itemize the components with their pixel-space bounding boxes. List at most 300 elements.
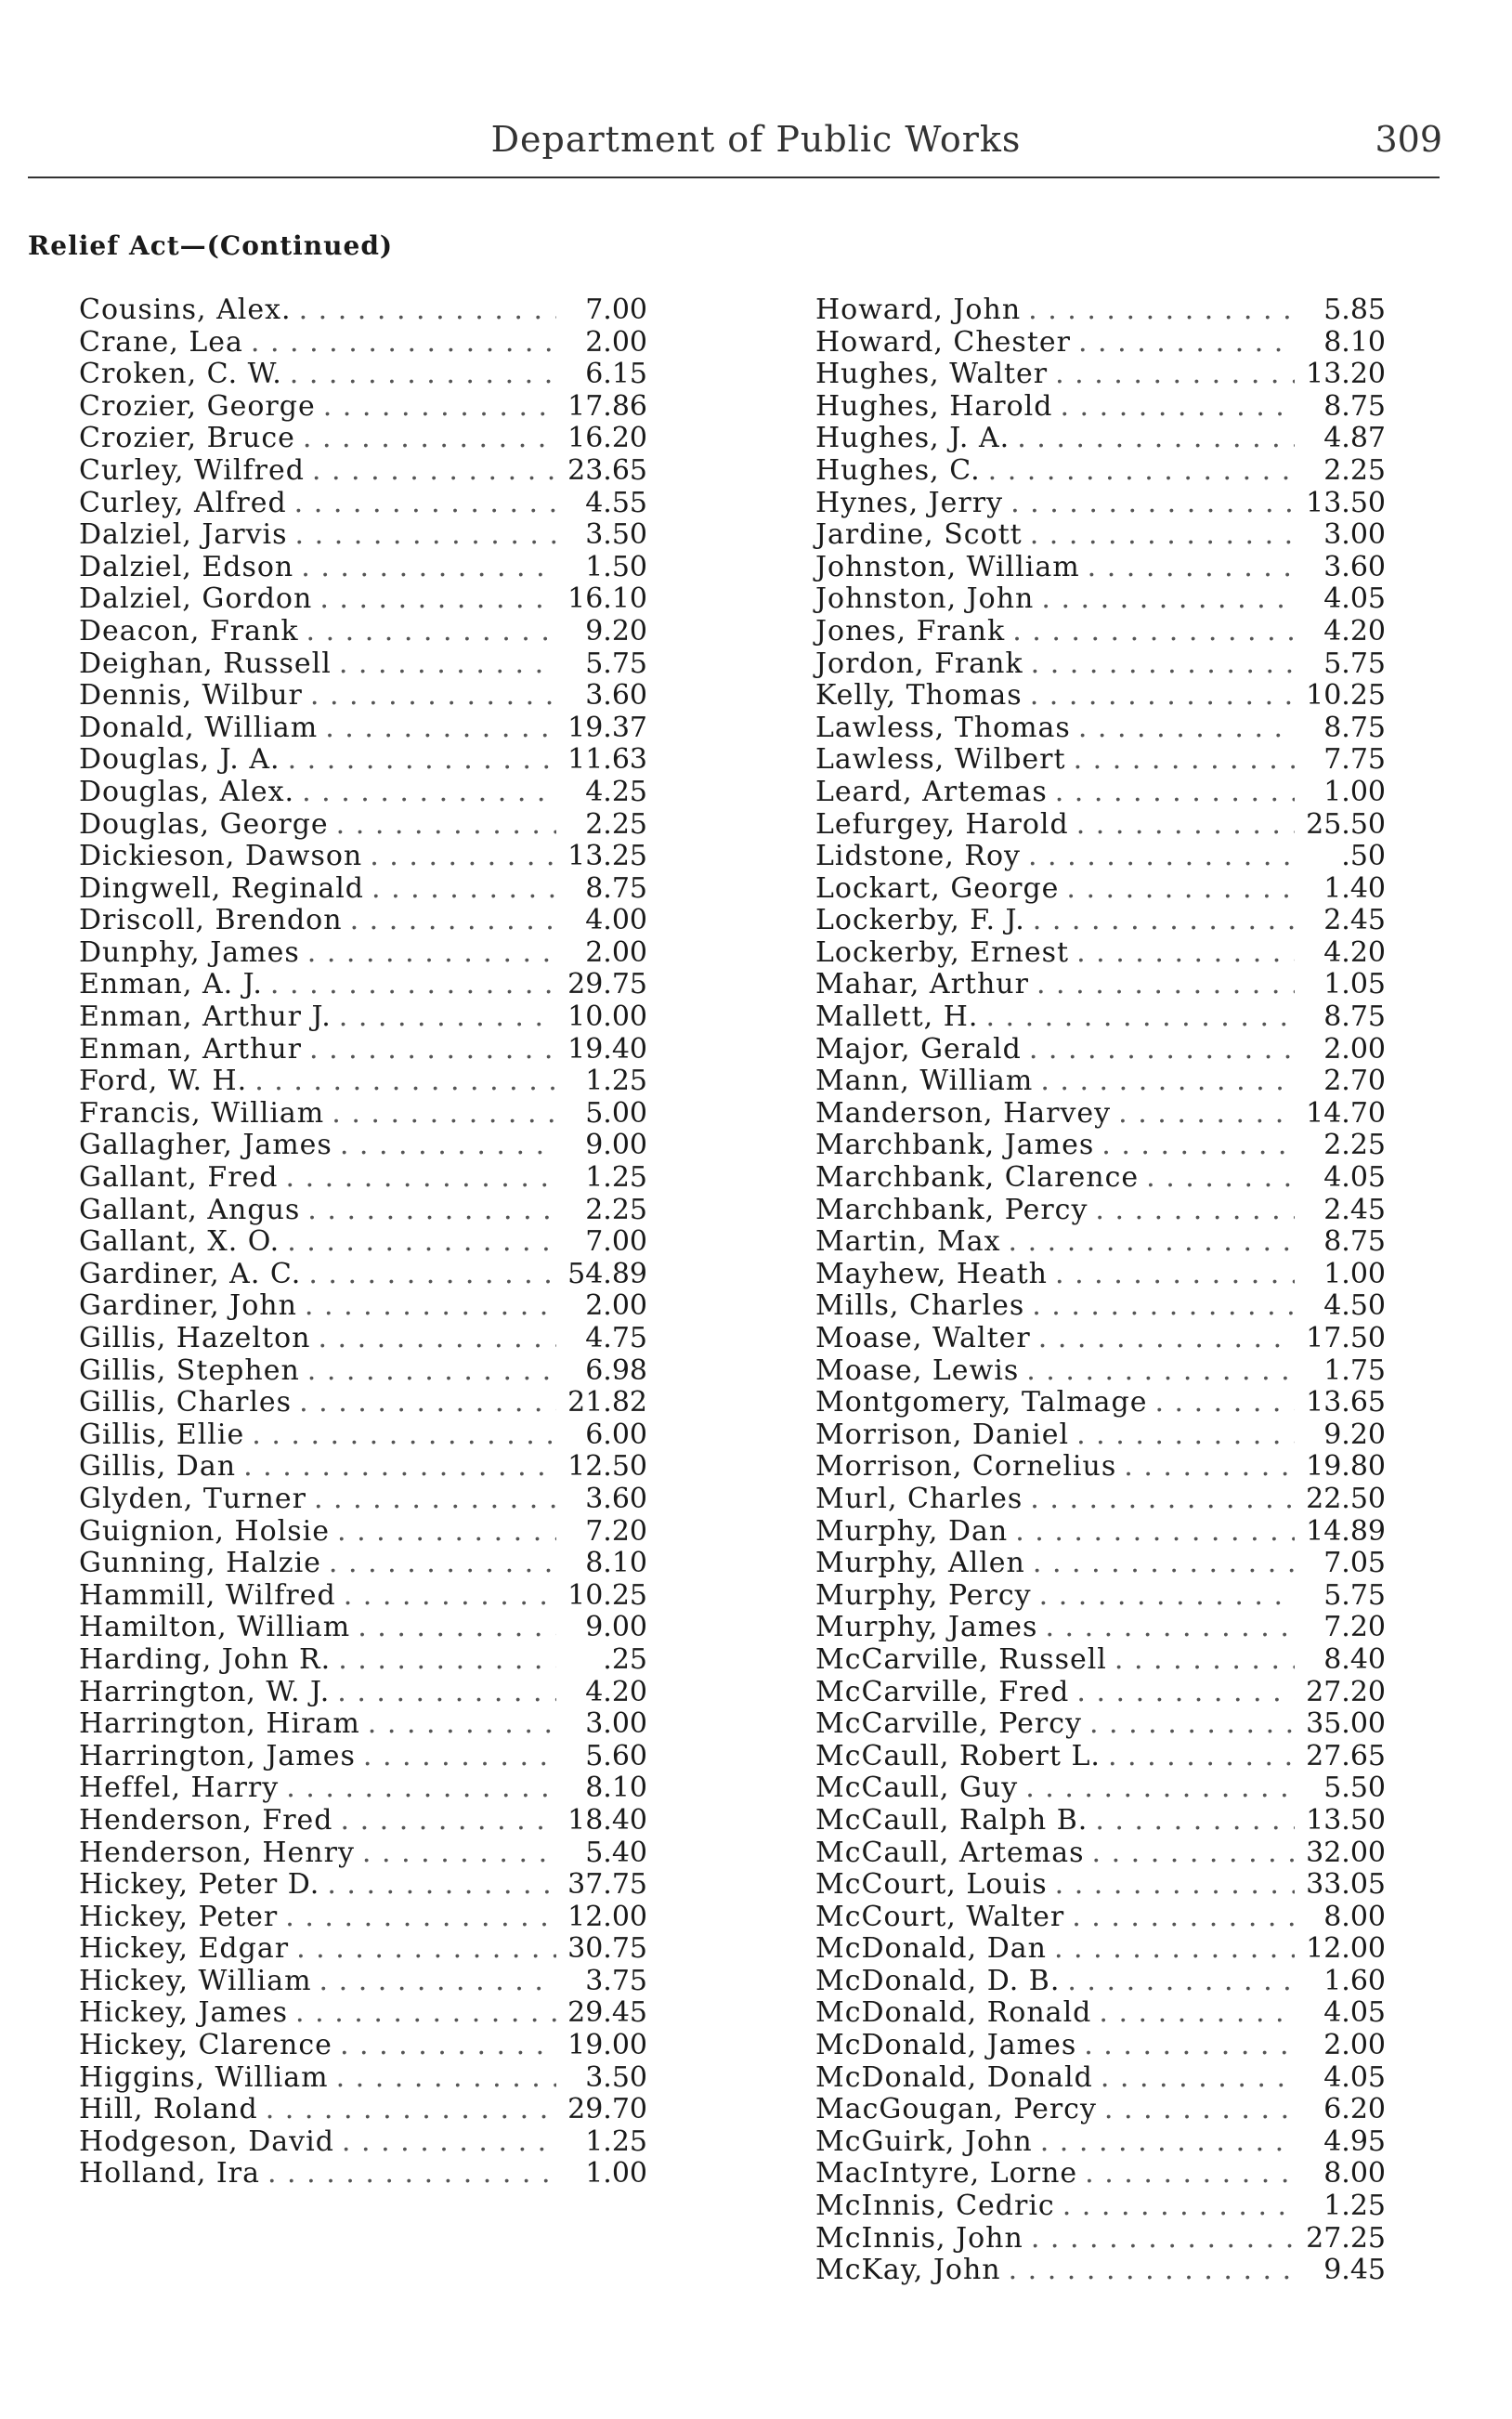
list-item [815, 1066, 1386, 1098]
entry-name: Hickey, William [79, 1964, 312, 1997]
list-item [79, 1612, 647, 1644]
entry-name: Morrison, Cornelius [815, 1450, 1117, 1484]
dot-leader [1146, 1162, 1295, 1195]
list-item [815, 1902, 1386, 1934]
list-item [815, 1034, 1386, 1066]
entry-amount: 27.20 [1306, 1675, 1386, 1708]
entry-amount: 2.25 [585, 1193, 647, 1226]
entry-amount: 9.00 [585, 1611, 647, 1644]
entry-name: Curley, Wilfred [79, 453, 305, 487]
list-item [79, 1708, 647, 1741]
dot-leader [1124, 1451, 1295, 1484]
list-item [815, 1162, 1386, 1195]
entry-amount: 2.45 [1323, 1193, 1386, 1226]
list-item [815, 1997, 1386, 2030]
entry-name: Hodgeson, David [79, 2125, 334, 2158]
dot-leader [1040, 2126, 1295, 2159]
entry-amount: 3.75 [585, 1964, 647, 1997]
dot-leader [251, 327, 556, 360]
entry-name: Deighan, Russell [79, 647, 332, 680]
entry-name: Major, Gerald [815, 1032, 1022, 1066]
list-item [79, 1902, 647, 1934]
list-item [79, 1130, 647, 1162]
entry-amount: 6.15 [585, 358, 647, 391]
list-item [815, 391, 1386, 424]
list-item [79, 1451, 647, 1484]
list-item [79, 488, 647, 520]
entry-amount: 4.20 [585, 1675, 647, 1708]
dot-leader [305, 1290, 556, 1323]
list-item [79, 809, 647, 842]
dot-leader [368, 1708, 556, 1741]
dot-leader [1031, 648, 1295, 681]
dot-leader [1076, 1419, 1295, 1452]
list-item [79, 2030, 647, 2062]
entry-name: MacGougan, Percy [815, 2093, 1097, 2126]
dot-leader [1028, 841, 1295, 873]
dot-leader [1026, 1355, 1295, 1388]
dot-leader [325, 713, 556, 745]
dot-leader [341, 1805, 556, 1837]
dot-leader [1101, 2062, 1295, 2095]
dot-leader [1104, 2094, 1295, 2126]
dot-leader [294, 488, 556, 520]
list-item [79, 294, 647, 327]
entry-amount: 11.63 [567, 743, 647, 777]
dot-leader [308, 1259, 556, 1291]
dot-leader [1074, 744, 1295, 777]
entry-amount: 12.00 [567, 1900, 647, 1933]
entry-amount: 8.75 [1323, 389, 1386, 423]
entry-amount: 33.05 [1306, 1868, 1386, 1902]
entry-name: McDonald, James [815, 2029, 1077, 2062]
list-item [79, 391, 647, 424]
entry-name: McCourt, Walter [815, 1900, 1065, 1933]
list-item [815, 1966, 1386, 1998]
list-item [79, 1259, 647, 1291]
entry-amount: 4.05 [1323, 1996, 1386, 2030]
entry-name: McDonald, Donald [815, 2060, 1093, 2094]
entry-amount: 2.70 [1323, 1065, 1386, 1098]
list-item [79, 1805, 647, 1837]
dot-leader [336, 809, 556, 842]
dot-leader [1101, 1130, 1295, 1162]
entry-name: Crane, Lea [79, 325, 243, 359]
entry-name: Gardiner, John [79, 1289, 297, 1323]
dot-leader [1055, 1869, 1295, 1902]
list-item [815, 2223, 1386, 2256]
dot-leader [371, 873, 556, 906]
dot-leader [1114, 1644, 1295, 1677]
entry-amount: 14.70 [1306, 1096, 1386, 1130]
list-item [79, 937, 647, 970]
list-item [79, 873, 647, 906]
entry-amount: 13.50 [1306, 1803, 1386, 1837]
dot-leader [1041, 583, 1295, 616]
entry-amount: 13.65 [1306, 1386, 1386, 1419]
entry-name: Jardine, Scott [815, 518, 1023, 552]
entry-amount: 17.50 [1306, 1322, 1386, 1354]
list-item [815, 1290, 1386, 1323]
list-item [79, 1966, 647, 1998]
entry-amount: 29.70 [567, 2093, 647, 2126]
dot-leader [288, 744, 556, 777]
entry-name: Lockart, George [815, 871, 1060, 905]
entry-name: Gardiner, A. C. [79, 1257, 302, 1290]
list-item [815, 1195, 1386, 1227]
dot-leader [1033, 905, 1295, 937]
dot-leader [1009, 1226, 1295, 1259]
list-item [79, 359, 647, 391]
dot-leader [1031, 2223, 1295, 2256]
list-item [815, 455, 1386, 488]
entry-amount: 54.89 [567, 1257, 647, 1290]
dot-leader [1038, 1323, 1295, 1355]
entry-name: Hughes, Harold [815, 389, 1053, 423]
entry-amount: 4.75 [585, 1322, 647, 1354]
dot-leader [285, 1902, 556, 1934]
list-item [79, 744, 647, 777]
dot-leader [307, 1355, 556, 1388]
list-item [815, 1516, 1386, 1549]
entry-amount: 8.10 [585, 1772, 647, 1805]
dot-leader [309, 1034, 556, 1066]
entry-amount: 21.82 [567, 1386, 647, 1419]
list-item [79, 2126, 647, 2159]
entry-amount: 5.75 [1323, 647, 1386, 680]
entry-name: Hickey, Edgar [79, 1932, 290, 1966]
entry-amount: 3.60 [1323, 550, 1386, 583]
dot-leader [266, 2094, 556, 2126]
entry-amount: 16.10 [567, 582, 647, 616]
dot-leader [1015, 1516, 1295, 1549]
entry-name: McDonald, Ronald [815, 1996, 1092, 2030]
entry-amount: 7.20 [1323, 1611, 1386, 1644]
dot-leader [1030, 519, 1295, 552]
entry-name: Higgins, William [79, 2060, 329, 2094]
entry-name: Morrison, Daniel [815, 1418, 1070, 1451]
entry-name: Marchbank, Percy [815, 1193, 1088, 1226]
entry-name: Hickey, Peter D. [79, 1868, 320, 1902]
dot-leader [1025, 1772, 1295, 1805]
entry-name: Mallett, H. [815, 1000, 979, 1034]
entry-amount: 7.00 [585, 1225, 647, 1259]
entry-amount: 7.75 [1323, 743, 1386, 777]
entry-name: McCarville, Percy [815, 1707, 1082, 1741]
dot-leader [270, 969, 556, 1001]
list-item [815, 680, 1386, 713]
dot-leader [1028, 294, 1295, 327]
entry-name: Martin, Max [815, 1225, 1001, 1259]
entry-name: McCarville, Russell [815, 1642, 1107, 1676]
entry-name: Harrington, Hiram [79, 1707, 360, 1741]
entry-name: Crozier, Bruce [79, 422, 295, 455]
dot-leader [1032, 1290, 1295, 1323]
list-item [79, 1290, 647, 1323]
entry-name: Gallant, Angus [79, 1193, 301, 1226]
list-item [815, 1259, 1386, 1291]
list-item [79, 616, 647, 648]
list-item [79, 648, 647, 681]
entry-amount: .25 [603, 1642, 647, 1676]
entry-amount: 5.50 [1323, 1772, 1386, 1805]
list-item [815, 488, 1386, 520]
entry-name: Jordon, Frank [815, 647, 1023, 680]
list-item [815, 841, 1386, 873]
entry-name: McCaull, Artemas [815, 1836, 1085, 1869]
list-item [815, 1580, 1386, 1613]
dot-leader [340, 1130, 556, 1162]
list-item [815, 1355, 1386, 1388]
entry-amount: 10.25 [1306, 679, 1386, 713]
entry-name: Gallant, X. O. [79, 1225, 280, 1259]
entry-name: Montgomery, Talmage [815, 1386, 1148, 1419]
entry-amount: 1.40 [1323, 871, 1386, 905]
list-item [815, 1933, 1386, 1966]
dot-leader [1092, 1837, 1296, 1870]
entry-name: Dennis, Wilbur [79, 679, 303, 713]
entry-name: Douglas, Alex. [79, 775, 295, 808]
entry-name: Croken, C. W. [79, 358, 282, 391]
entry-amount: 1.25 [585, 1065, 647, 1098]
dot-leader [252, 1419, 556, 1452]
entry-amount: 1.75 [1323, 1353, 1386, 1387]
dot-leader [1045, 1612, 1295, 1644]
entry-name: Enman, A. J. [79, 968, 263, 1001]
entry-name: Hammill, Wilfred [79, 1578, 336, 1612]
dot-leader [1072, 1902, 1295, 1934]
list-item [79, 1484, 647, 1516]
entry-name: Ford, W. H. [79, 1065, 248, 1098]
dot-leader [336, 2062, 556, 2095]
dot-leader [1095, 1195, 1295, 1227]
entry-amount: 19.80 [1306, 1450, 1386, 1484]
dot-leader [1118, 1098, 1295, 1131]
entry-amount: 7.00 [585, 294, 647, 326]
entry-amount: 1.60 [1323, 1964, 1386, 1997]
dot-leader [307, 1195, 556, 1227]
entry-amount: 32.00 [1306, 1836, 1386, 1869]
list-item [79, 1997, 647, 2030]
list-item [79, 1772, 647, 1805]
entry-amount: 3.60 [585, 1482, 647, 1515]
entry-name: Dalziel, Edson [79, 550, 294, 583]
list-item [815, 1677, 1386, 1709]
list-item [79, 423, 647, 455]
entry-name: Harrington, W. J. [79, 1675, 331, 1708]
list-item [815, 2030, 1386, 2062]
entry-name: Douglas, George [79, 807, 329, 841]
list-item [79, 1644, 647, 1677]
header-divider [28, 177, 1440, 178]
entry-amount: 6.00 [585, 1418, 647, 1451]
list-item [815, 713, 1386, 745]
dot-leader [296, 1933, 556, 1966]
list-item [815, 2062, 1386, 2095]
entry-amount: 5.60 [585, 1739, 647, 1772]
entry-name: Gillis, Hazelton [79, 1322, 311, 1354]
entry-name: Gillis, Stephen [79, 1353, 300, 1387]
entry-amount: 6.20 [1323, 2093, 1386, 2126]
list-item [815, 1869, 1386, 1902]
entry-name: Hynes, Jerry [815, 486, 1004, 519]
entry-amount: 4.87 [1323, 422, 1386, 455]
list-item [815, 1130, 1386, 1162]
entry-amount: 3.50 [585, 518, 647, 552]
dot-leader [287, 1226, 556, 1259]
dot-leader [332, 1098, 556, 1131]
entry-amount: 2.45 [1323, 904, 1386, 937]
left-column [79, 294, 647, 2190]
list-item [79, 1548, 647, 1580]
entry-amount: 2.00 [1323, 1032, 1386, 1066]
entry-amount: 2.00 [585, 935, 647, 969]
dot-leader [1055, 1259, 1295, 1291]
dot-leader [1017, 423, 1295, 455]
dot-leader [243, 1451, 556, 1484]
dot-leader [319, 583, 556, 616]
entry-name: Hickey, Peter [79, 1900, 279, 1933]
dot-leader [1088, 552, 1295, 584]
entry-amount: 2.00 [1323, 2029, 1386, 2062]
dot-leader [1036, 969, 1295, 1001]
dot-leader [1033, 1548, 1295, 1580]
entry-name: Crozier, George [79, 389, 316, 423]
dot-leader [337, 1677, 556, 1709]
entry-name: Dickieson, Dawson [79, 840, 363, 873]
entry-amount: 19.37 [567, 711, 647, 744]
list-item [815, 1837, 1386, 1870]
entry-amount: 17.86 [567, 389, 647, 423]
entry-name: Gallagher, James [79, 1129, 332, 1162]
entry-amount: 4.20 [1323, 614, 1386, 647]
entry-amount: 4.00 [585, 904, 647, 937]
entry-amount: 1.00 [1323, 1257, 1386, 1290]
list-item [79, 1323, 647, 1355]
entry-amount: 8.00 [1323, 1900, 1386, 1933]
entry-amount: 19.00 [567, 2029, 647, 2062]
list-item [79, 1001, 647, 1034]
entry-name: Hamilton, William [79, 1611, 351, 1644]
entry-name: McCaull, Robert L. [815, 1739, 1101, 1772]
dot-leader [299, 294, 556, 327]
dot-leader [339, 648, 556, 681]
list-item [79, 1195, 647, 1227]
dot-leader [1076, 1677, 1295, 1709]
dot-leader [1010, 488, 1295, 520]
entry-amount: 19.40 [567, 1032, 647, 1066]
list-item [79, 680, 647, 713]
dot-leader [254, 1066, 556, 1098]
dot-leader [302, 777, 556, 809]
dot-leader [299, 1387, 556, 1419]
list-item [815, 873, 1386, 906]
entry-amount: 13.25 [567, 840, 647, 873]
entry-amount: 8.40 [1323, 1642, 1386, 1676]
entry-name: Mahar, Arthur [815, 968, 1029, 1001]
entry-amount: 3.50 [585, 2060, 647, 2094]
entry-name: Gillis, Ellie [79, 1418, 245, 1451]
entry-name: Dunphy, James [79, 935, 300, 969]
dot-leader [1030, 1484, 1295, 1516]
list-item [79, 1869, 647, 1902]
entry-name: Guignion, Holsie [79, 1514, 331, 1548]
entry-name: McCourt, Louis [815, 1868, 1048, 1902]
dot-leader [1078, 327, 1295, 360]
entry-amount: 8.75 [585, 871, 647, 905]
page-number: 309 [1375, 119, 1442, 160]
entry-name: Hughes, C. [815, 453, 981, 487]
entry-name: Heffel, Harry [79, 1772, 280, 1805]
entry-amount: 9.45 [1323, 2254, 1386, 2287]
entry-amount: 7.20 [585, 1514, 647, 1548]
dot-leader [337, 1516, 556, 1549]
entry-amount: 2.25 [1323, 1129, 1386, 1162]
section-heading: Relief Act—(Continued) [28, 230, 394, 261]
dot-leader [344, 1580, 556, 1613]
list-item [815, 2255, 1386, 2287]
entry-name: Harding, John R. [79, 1642, 332, 1676]
entry-name: Mayhew, Heath [815, 1257, 1048, 1290]
list-item [79, 1034, 647, 1066]
entry-name: McCaull, Guy [815, 1772, 1019, 1805]
entry-name: Marchbank, James [815, 1129, 1095, 1162]
entry-name: Hughes, J. A. [815, 422, 1010, 455]
entry-amount: 9.20 [1323, 1418, 1386, 1451]
entry-name: Manderson, Harvey [815, 1096, 1112, 1130]
dot-leader [1099, 1997, 1295, 2030]
entry-amount: 2.00 [585, 325, 647, 359]
entry-amount: 30.75 [567, 1932, 647, 1966]
entry-name: Cousins, Alex. [79, 294, 292, 326]
dot-leader [310, 680, 556, 713]
dot-leader [1012, 616, 1295, 648]
dot-leader [1062, 2190, 1295, 2223]
entry-name: Henderson, Fred [79, 1803, 333, 1837]
list-item [815, 1451, 1386, 1484]
list-item [815, 777, 1386, 809]
dot-leader [1066, 873, 1295, 906]
entry-amount: 23.65 [567, 453, 647, 487]
dot-leader [1067, 1966, 1295, 1998]
entry-name: Holland, Ira [79, 2157, 260, 2190]
entry-name: McCarville, Fred [815, 1675, 1070, 1708]
entry-amount: 27.65 [1306, 1739, 1386, 1772]
entry-name: McKay, John [815, 2254, 1001, 2287]
list-item [815, 1612, 1386, 1644]
entry-name: Dalziel, Jarvis [79, 518, 288, 552]
dot-leader [1085, 2158, 1295, 2190]
list-item [815, 2094, 1386, 2126]
entry-name: Mann, William [815, 1065, 1034, 1098]
dot-leader [329, 1548, 556, 1580]
list-item [79, 1516, 647, 1549]
entry-amount: 5.75 [1323, 1578, 1386, 1612]
entry-amount: 1.25 [585, 2125, 647, 2158]
dot-leader [1060, 391, 1295, 424]
dot-leader [1095, 1805, 1295, 1837]
list-item [815, 294, 1386, 327]
list-item [815, 1708, 1386, 1741]
entry-amount: 8.75 [1323, 1000, 1386, 1034]
list-item [815, 1805, 1386, 1837]
entry-amount: 4.05 [1323, 2060, 1386, 2094]
list-item [815, 1644, 1386, 1677]
entry-name: Hickey, Clarence [79, 2029, 332, 2062]
entry-name: Lefurgey, Harold [815, 807, 1069, 841]
list-item [79, 777, 647, 809]
list-item [815, 359, 1386, 391]
